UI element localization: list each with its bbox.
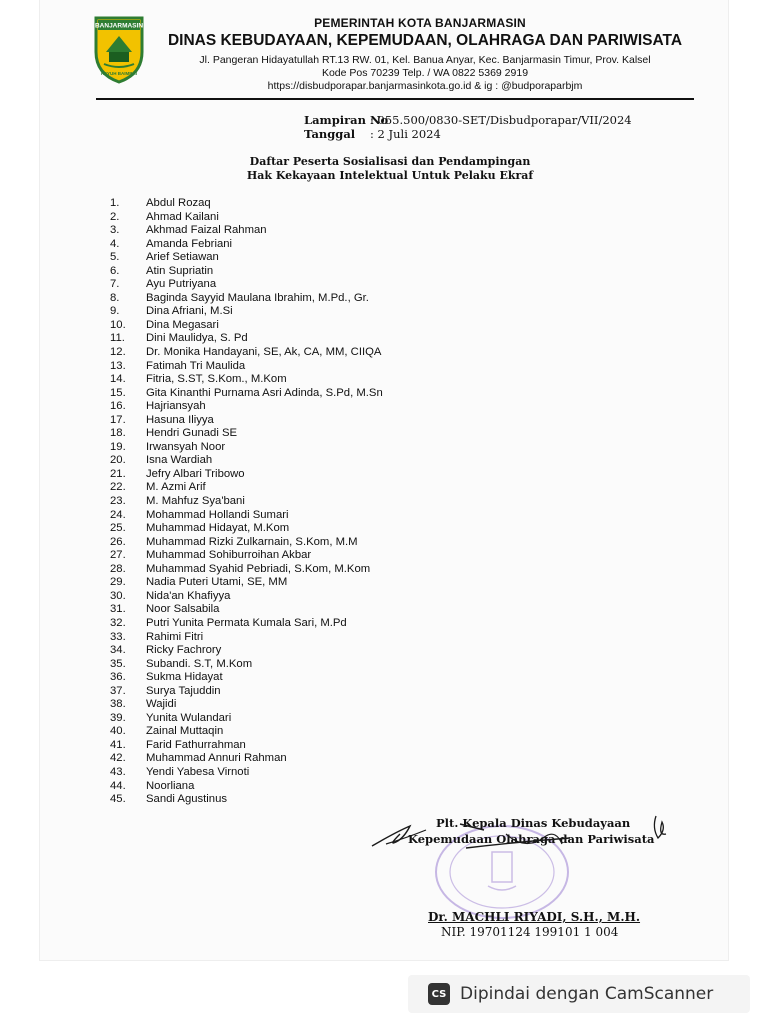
tanggal-value: : 2 Juli 2024 xyxy=(370,127,441,141)
participant-name: Ayu Putriyana xyxy=(146,278,217,291)
participant-number: 32. xyxy=(110,616,126,629)
document-title-line1: Daftar Peserta Sosialisasi dan Pendampingan xyxy=(249,155,531,168)
lampiran-label: Lampiran No xyxy=(304,113,389,127)
logo-text: BANJARMASIN xyxy=(94,22,144,30)
participant-number: 45. xyxy=(110,793,126,806)
participant-name: Putri Yunita Permata Kumala Sari, M.Pd xyxy=(146,616,347,629)
letterhead-contact: Kode Pos 70239 Telp. / WA 0822 5369 2919 xyxy=(321,67,529,79)
participant-number: 35. xyxy=(110,657,126,670)
participant-number: 30. xyxy=(110,589,126,602)
participant-name: Yendi Yabesa Virnoti xyxy=(146,765,250,778)
document-title-line2: Hak Kekayaan Intelektual Untuk Pelaku Ekraf xyxy=(246,169,534,182)
participant-name: Fatimah Tri Maulida xyxy=(146,359,246,372)
signatory-name: Dr. MACHLI RIYADI, S.H., M.H. xyxy=(428,910,641,924)
participant-name: Atin Supriatin xyxy=(146,264,214,277)
participant-name: Muhammad Rizki Zulkarnain, S.Kom, M.M xyxy=(146,535,358,548)
letterhead-address: Jl. Pangeran Hidayatullah RT.13 RW. 01, Kel. Banua Anyar, Kec. Banjarmasin Timur, Prov. Kalsel xyxy=(199,54,651,66)
participant-name: Hajriansyah xyxy=(146,400,206,413)
participant-number: 9. xyxy=(110,305,120,318)
participant-number: 38. xyxy=(110,698,126,711)
participant-number: 5. xyxy=(110,251,120,264)
participant-number: 31. xyxy=(110,603,126,616)
participant-number: 28. xyxy=(110,562,126,575)
participant-name: Yunita Wulandari xyxy=(146,711,232,724)
participant-name: Muhammad Hidayat, M.Kom xyxy=(146,522,290,535)
participant-number: 2. xyxy=(110,210,120,223)
participant-name: Dini Maulidya, S. Pd xyxy=(146,332,248,345)
participant-name: Hendri Gunadi SE xyxy=(146,427,238,440)
participant-name: Muhammad Syahid Pebriadi, S.Kom, M.Kom xyxy=(146,562,371,575)
participant-number: 42. xyxy=(110,752,126,765)
participant-number: 22. xyxy=(110,481,126,494)
participant-name: Mohammad Hollandi Sumari xyxy=(146,508,289,521)
lampiran-value: : 055.500/0830-SET/Disbudporapar/VII/2024 xyxy=(370,113,632,127)
participant-number: 8. xyxy=(110,291,120,304)
participant-number: 6. xyxy=(110,264,120,277)
participant-number: 25. xyxy=(110,522,126,535)
participant-name: Sandi Agustinus xyxy=(146,793,228,806)
signatory-title-line1: Plt. Kepala Dinas Kebudayaan xyxy=(436,816,631,830)
participant-name: Noorliana xyxy=(146,779,195,792)
signatory-nip: NIP. 19701124 199101 1 004 xyxy=(441,925,619,939)
participant-number: 11. xyxy=(110,332,125,345)
participant-name: Dr. Monika Handayani, SE, Ak, CA, MM, CIIQA xyxy=(146,346,382,359)
participant-name: Zainal Muttaqin xyxy=(146,725,224,738)
participant-name: Akhmad Faizal Rahman xyxy=(146,224,267,237)
participant-number: 24. xyxy=(110,508,126,521)
participant-number: 40. xyxy=(110,725,126,738)
participant-name: Dina Afriani, M.Si xyxy=(146,305,233,318)
participant-name: M. Mahfuz Sya'bani xyxy=(146,495,245,508)
participant-number: 21. xyxy=(110,467,126,480)
participant-name: Ahmad Kailani xyxy=(146,210,219,223)
participant-name: Subandi. S.T, M.Kom xyxy=(146,657,253,670)
participant-number: 16. xyxy=(110,400,126,413)
participant-number: 18. xyxy=(110,427,126,440)
participant-number: 34. xyxy=(110,644,126,657)
participant-number: 14. xyxy=(110,373,126,386)
participant-name: Surya Tajuddin xyxy=(146,684,221,697)
participant-name: Arief Setiawan xyxy=(146,251,219,264)
participant-number: 17. xyxy=(110,413,126,426)
participant-number: 7. xyxy=(110,278,120,291)
letterhead-government: PEMERINTAH KOTA BANJARMASIN xyxy=(314,16,526,30)
participant-number: 23. xyxy=(110,495,126,508)
participant-name: Muhammad Sohiburroihan Akbar xyxy=(146,549,312,562)
participant-name: Sukma Hidayat xyxy=(146,671,223,684)
participant-name: Hasuna Iliyya xyxy=(146,413,214,426)
participant-name: Noor Salsabila xyxy=(146,603,220,616)
participant-name: Gita Kinanthi Purnama Asri Adinda, S.Pd, M.Sn xyxy=(146,386,383,399)
camscanner-watermark xyxy=(408,975,750,1013)
participant-number: 19. xyxy=(110,440,126,453)
participant-number: 39. xyxy=(110,711,126,724)
participant-name: Dina Megasari xyxy=(146,318,219,331)
participant-name: Muhammad Annuri Rahman xyxy=(146,752,287,765)
participant-number: 4. xyxy=(110,237,120,250)
participant-number: 44. xyxy=(110,779,126,792)
participant-name: Nida'an Khafiyya xyxy=(146,589,231,602)
participant-number: 20. xyxy=(110,454,126,467)
participant-number: 13. xyxy=(110,359,126,372)
tanggal-label: Tanggal xyxy=(304,127,356,141)
participant-number: 41. xyxy=(110,738,126,751)
camscanner-label: Dipindai dengan CamScanner xyxy=(460,984,714,1004)
participant-name: Nadia Puteri Utami, SE, MM xyxy=(146,576,288,589)
participant-number: 27. xyxy=(110,549,126,562)
participant-name: Baginda Sayyid Maulana Ibrahim, M.Pd., Gr. xyxy=(146,291,369,304)
participant-number: 26. xyxy=(110,535,126,548)
letterhead-website: https://disbudporapar.banjarmasinkota.go.id & ig : @budporaparbjm xyxy=(267,80,583,92)
camscanner-icon: CS xyxy=(428,983,450,1005)
participant-name: Farid Fathurrahman xyxy=(146,738,246,751)
participant-name: Jefry Albari Tribowo xyxy=(146,467,245,480)
participant-name: Abdul Rozaq xyxy=(146,197,211,209)
participant-number: 37. xyxy=(110,684,126,697)
letterhead-divider xyxy=(96,98,694,100)
participant-number: 12. xyxy=(110,346,126,359)
logo-bottom-text: KAYUH BAIMBAI xyxy=(100,71,138,76)
participant-name: Wajidi xyxy=(146,698,177,711)
participant-number: 10. xyxy=(110,318,126,331)
participant-number: 43. xyxy=(110,765,126,778)
participant-name: Isna Wardiah xyxy=(146,454,213,467)
participant-name: Irwansyah Noor xyxy=(146,440,226,453)
handwritten-signature xyxy=(366,808,686,918)
participant-number: 3. xyxy=(110,224,120,237)
participant-name: Amanda Febriani xyxy=(146,237,233,250)
participant-name: Rahimi Fitri xyxy=(146,630,204,643)
participant-name: Ricky Fachrory xyxy=(146,644,222,657)
participant-name: M. Azmi Arif xyxy=(146,481,206,494)
participant-number: 33. xyxy=(110,630,126,643)
letterhead-agency: DINAS KEBUDAYAAN, KEPEMUDAAN, OLAHRAGA DAN PARIWISATA xyxy=(167,32,683,49)
participant-number: 15. xyxy=(110,386,126,399)
participant-number: 29. xyxy=(110,576,126,589)
city-emblem-logo xyxy=(92,12,146,84)
participant-name: Fitria, S.ST, S.Kom., M.Kom xyxy=(146,373,287,386)
signatory-title-line2: Kepemudaan Olahraga dan Pariwisata xyxy=(408,832,655,846)
participant-number: 1. xyxy=(110,197,120,209)
participant-number: 36. xyxy=(110,671,126,684)
